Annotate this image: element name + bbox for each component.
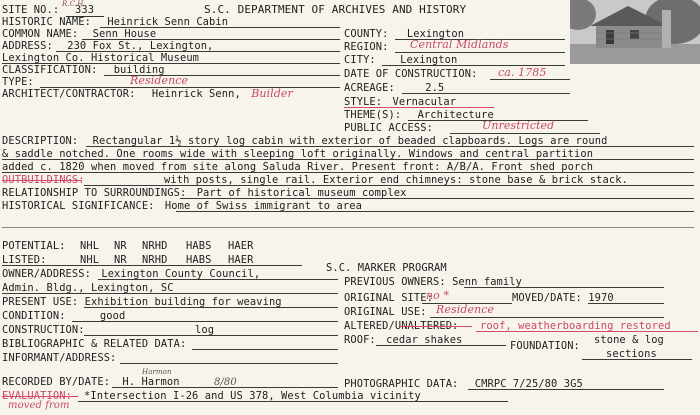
altered-value: roof, weatherboarding restored [480,320,671,332]
original-use-row [344,306,427,318]
present-use-value: Exhibition building for weaving [84,296,282,308]
theme-value: Architecture [417,109,494,121]
architect-label: ARCHITECT/CONTRACTOR: [2,88,136,100]
owner-line-2: Admin. Bldg., Lexington, SC [2,282,174,294]
potential-nhl: NHL [80,240,100,252]
potential-habs: HABS [186,240,212,252]
potential-nrhd: NRHD [142,240,168,252]
log-cabin-photo-icon [570,0,700,64]
description-line-1: Rectangular 1½ story log cabin with exterior of beaded clapboards. Logs are round [92,135,608,147]
site-no-row [2,4,104,16]
public-access-value: Unrestricted [482,119,555,132]
altered-label: ALTERED/UNALTERED: [344,320,459,332]
acreage-label: ACREAGE: [344,82,395,94]
bibliography-label: BIBLIOGRAPHIC & RELATED DATA: [2,338,187,350]
type-row [2,76,34,88]
common-name-label: COMMON NAME: [2,28,79,40]
foundation-line-1: stone & log [594,334,664,346]
listed-haer: HAER [228,254,254,266]
original-site-row [344,292,433,304]
description-line-4: with posts, single rail. Exterior end chimneys: stone base & brick stack. [164,174,628,186]
original-site-label: ORIGINAL SITE: [344,292,433,304]
region-row [344,41,389,53]
architect-value: Heinrick Senn, [151,88,241,100]
address-line-1: 230 Fox St., Lexington, [67,40,214,52]
construction-label: CONSTRUCTION: [2,324,85,336]
historic-name-label: HISTORIC NAME: [2,16,91,28]
moved-label: MOVED/DATE: [512,292,582,304]
potential-label: POTENTIAL: [2,240,66,252]
listed-nr: NR [114,254,127,266]
house-photo [570,0,700,64]
address-line-2: Lexington Co. Historical Museum [2,52,200,64]
relationship-value: Part of historical museum complex [196,187,407,199]
present-use-label: PRESENT USE: [2,296,79,308]
listed-nhl: NHL [80,254,100,266]
foundation-label: FOUNDATION: [510,340,580,352]
original-site-value: no * [426,289,450,302]
architect-annotation: Builder [251,87,293,100]
bibliography-row [2,338,186,350]
significance-value: Home of Swiss immigrant to area [164,200,362,212]
public-access-row [344,122,433,134]
site-no-label: SITE NO.: [2,4,60,16]
classification-value: building [113,64,165,76]
previous-owners-value: Senn family [452,276,522,288]
owner-line-1: Lexington County Council, [101,268,261,280]
county-label: COUNTY: [344,28,389,40]
region-label: REGION: [344,41,389,53]
roof-value: cedar shakes [386,334,463,346]
construction-value: log [194,324,215,336]
type-value: Residence [130,74,189,87]
foundation-line-2: sections [606,348,657,360]
city-label: CITY: [344,54,376,66]
listed-habs: HABS [186,254,212,266]
potential-haer: HAER [228,240,254,252]
date-label: DATE OF CONSTRUCTION: [344,68,478,80]
address-label: ADDRESS: [2,40,53,52]
evaluation-annotation: moved from [8,400,70,411]
date-row [344,68,477,80]
owner-label: OWNER/ADDRESS: [2,268,91,280]
evaluation-value: *Intersection I-26 and US 378, West Columbia vicinity [84,390,421,402]
common-name-value: Senn House [92,28,157,40]
moved-date-value: 1970 [588,292,614,304]
evaluation-label: EVALUATION: [2,390,72,402]
potential-row [2,240,66,252]
original-use-value: Residence [436,303,495,316]
photographic-label: PHOTOGRAPHIC DATA: [344,378,459,390]
style-value: Vernacular [392,96,457,108]
architect-row [2,88,293,100]
original-use-label: ORIGINAL USE: [344,306,427,318]
photographic-value: CMRPC 7/25/80 3G5 [474,378,583,390]
recorded-date-value: 8/80 [213,377,237,388]
acreage-value: 2.5 [425,82,445,94]
foundation-row [510,340,580,352]
public-access-label: PUBLIC ACCESS: [344,122,433,134]
marker-program-heading: S.C. MARKER PROGRAM [326,262,447,274]
condition-value: good [99,310,126,322]
previous-owners-label: PREVIOUS OWNERS: [344,276,446,288]
historic-name-value: Heinrick Senn Cabin [107,16,229,28]
recorded-by-annotation: Harmon [142,368,172,376]
theme-label: THEME(S): [344,109,402,121]
city-value: Lexington [400,54,458,66]
recorded-by-value: H. Harmon [122,376,180,388]
potential-nr: NR [114,240,127,252]
relationship-label: RELATIONSHIP TO SURROUNDINGS: [2,187,187,199]
site-no-annotation: R.C.H. [62,0,86,8]
style-label: STYLE: [344,96,383,108]
description-line-3: added c. 1820 when moved from site along Saluda River. Present front: A/B/A. Front shed porch [2,161,594,173]
listed-label: LISTED: [2,254,47,266]
site-no-value: 333 [66,4,104,17]
type-label: TYPE: [2,76,34,88]
condition-label: CONDITION: [2,310,66,322]
county-value: Lexington [406,28,465,40]
description-line-2: & saddle notched. One rooms wide with sleeping loft originally. Windows and central partition [2,148,594,160]
description-label: DESCRIPTION: [2,135,79,147]
significance-label: HISTORICAL SIGNIFICANCE: [2,200,155,212]
region-value: Central Midlands [410,38,509,51]
listed-nrhd: NRHD [142,254,168,266]
outbuildings-label: OUTBUILDINGS: [2,174,85,186]
agency-heading: S.C. DEPARTMENT OF ARCHIVES AND HISTORY [204,3,467,16]
informant-row [2,352,116,364]
recorded-label: RECORDED BY/DATE: [2,376,111,388]
date-value: ca. 1785 [498,66,547,79]
classification-label: CLASSIFICATION: [2,64,98,76]
informant-label: INFORMANT/ADDRESS: [2,352,117,364]
roof-label: ROOF: [344,334,376,346]
